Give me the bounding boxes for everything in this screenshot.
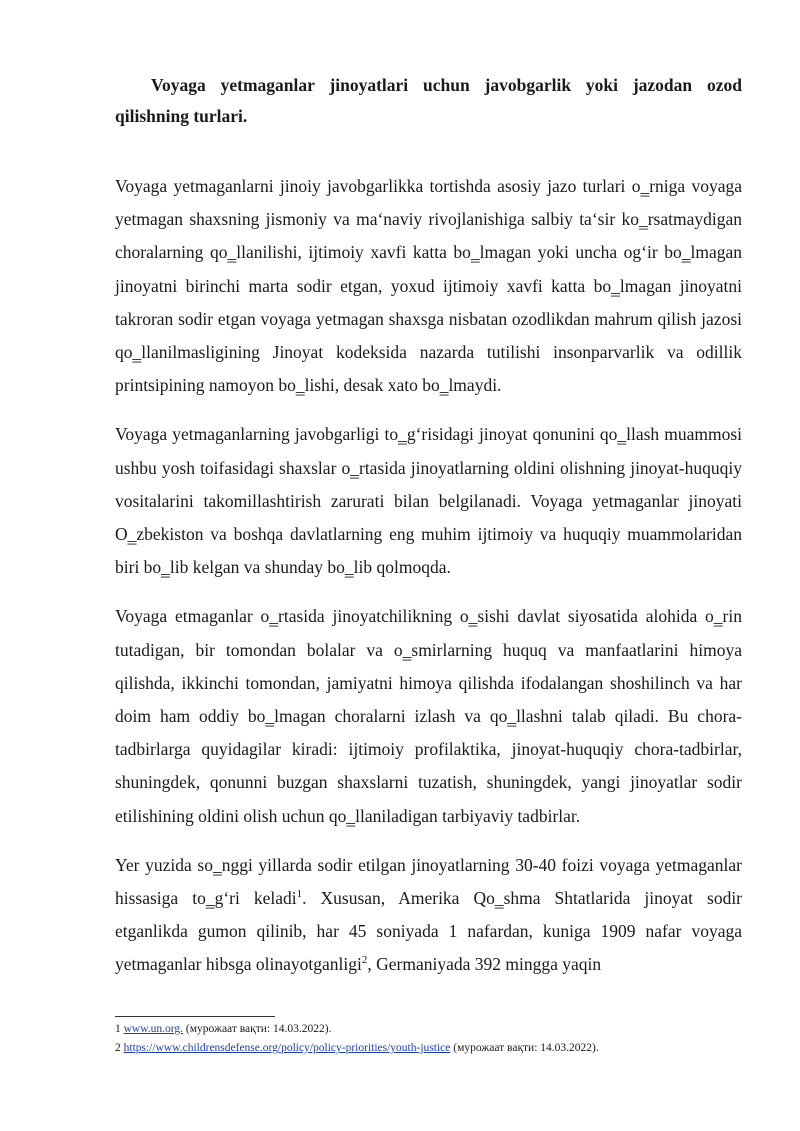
footnote-link[interactable]: https://www.childrensdefense.org/policy/policy-priorities/youth-justice [123, 1042, 451, 1054]
paragraph-with-footnotes [115, 849, 742, 982]
footnote-link[interactable]: www.un.org. [123, 1023, 184, 1035]
paragraph: Voyaga yetmaganlarning javobgarligi to‗g‘risidagi jinoyat qonunini qo‗llash muammosi ushbu yosh toifasidagi shaxslar o‗rtasida jinoyatlarning oldini olishning jinoyat-huquqiy vositalarini takomillashtirish zarurati bilan belgilanadi. Voyaga yetmaganlar jinoyati O‗zbekiston va boshqa davlatlarning eng muhim ijtimoiy va huquqiy muammolaridan biri bo‗lib kelgan va shunday bo‗lib qolmoqda. [115, 424, 742, 578]
footnote-2 [115, 1039, 755, 1058]
footnote-number: 1 [115, 1023, 121, 1035]
footnote-number: 2 [115, 1042, 121, 1054]
footnote-ref-1[interactable]: 1 [296, 888, 303, 901]
paragraph-text: Yer yuzida so‗nggi yillarda sodir etilgan jinoyatlarning 30-40 foizi voyaga yetmaganlar hissasiga to‗g‘ri keladi [115, 854, 742, 909]
footnote-note: (мурожаат вақти: 14.03.2022). [183, 1023, 332, 1035]
footnotes [115, 1020, 755, 1058]
paragraph-text: , Germaniyada 392 mingga yaqin [367, 954, 602, 975]
paragraph-text: . Xususan, Amerika Qo‗shma Shtatlarida jinoyat sodir etganlikda gumon qilinib, har 45 soniyada 1 nafardan, kuniga 1909 nafar voyaga yetmaganlar hibsga olinayotganligi [115, 888, 743, 975]
footnote-1 [115, 1020, 755, 1039]
footnote-separator [115, 1016, 275, 1017]
paragraph: Voyaga yetmaganlarni jinoiy javobgarlikka tortishda asosiy jazo turlari o‗rniga voyaga yetmagan shaxsning jismoniy va ma‘naviy rivojlanishiga salbiy ta‘sir ko‗rsatmaydigan choralarning qo‗llanilishi, ijtimoiy xavfi katta bo‗lmagan yoki uncha og‘ir bo‗lmagan jinoyatni birinchi marta sodir etgan, yoxud ijtimoiy xavfi katta bo‗lmagan jinoyatni takroran sodir etgan voyaga yetmagan shaxsga nisbatan ozodlikdan mahrum qilish jazosi qo‗llanilmasligining Jinoyat kodeksida nazarda tutilishi insonparvarlik va odillik printsipining namoyon bo‗lishi, desak xato bo‗lmaydi. [115, 176, 742, 396]
document-body [115, 170, 742, 998]
paragraph: Voyaga etmaganlar o‗rtasida jinoyatchilikning o‗sishi davlat siyosatida alohida o‗rin tutadigan, bir tomondan bolalar va o‗smirlarning huquq va manfaatlarini himoya qilishda, ikkinchi tomondan, jamiyatni himoya qilishda ifodalangan shoshilinch va har doim ham oddiy bo‗lmagan choralarni izlash va qo‗llashni talab qiladi. Bu chora-tadbirlarga quyidagilar kiradi: ijtimoiy profilaktika, jinoyat-huquqiy chora-tadbirlar, shuningdek, qonunni buzgan shaxslarni tuzatish, shuningdek, yangi jinoyatlar sodir etilishining oldini olish uchun qo‗llaniladigan tarbiyaviy tadbirlar. [115, 606, 742, 826]
footnote-note: (мурожаат вақти: 14.03.2022). [450, 1042, 599, 1054]
section-title: Voyaga yetmaganlar jinoyatlari uchun javobgarlik yoki jazodan ozod qilishning turlari. [115, 75, 742, 126]
footnote-ref-2[interactable]: 2 [361, 954, 368, 967]
